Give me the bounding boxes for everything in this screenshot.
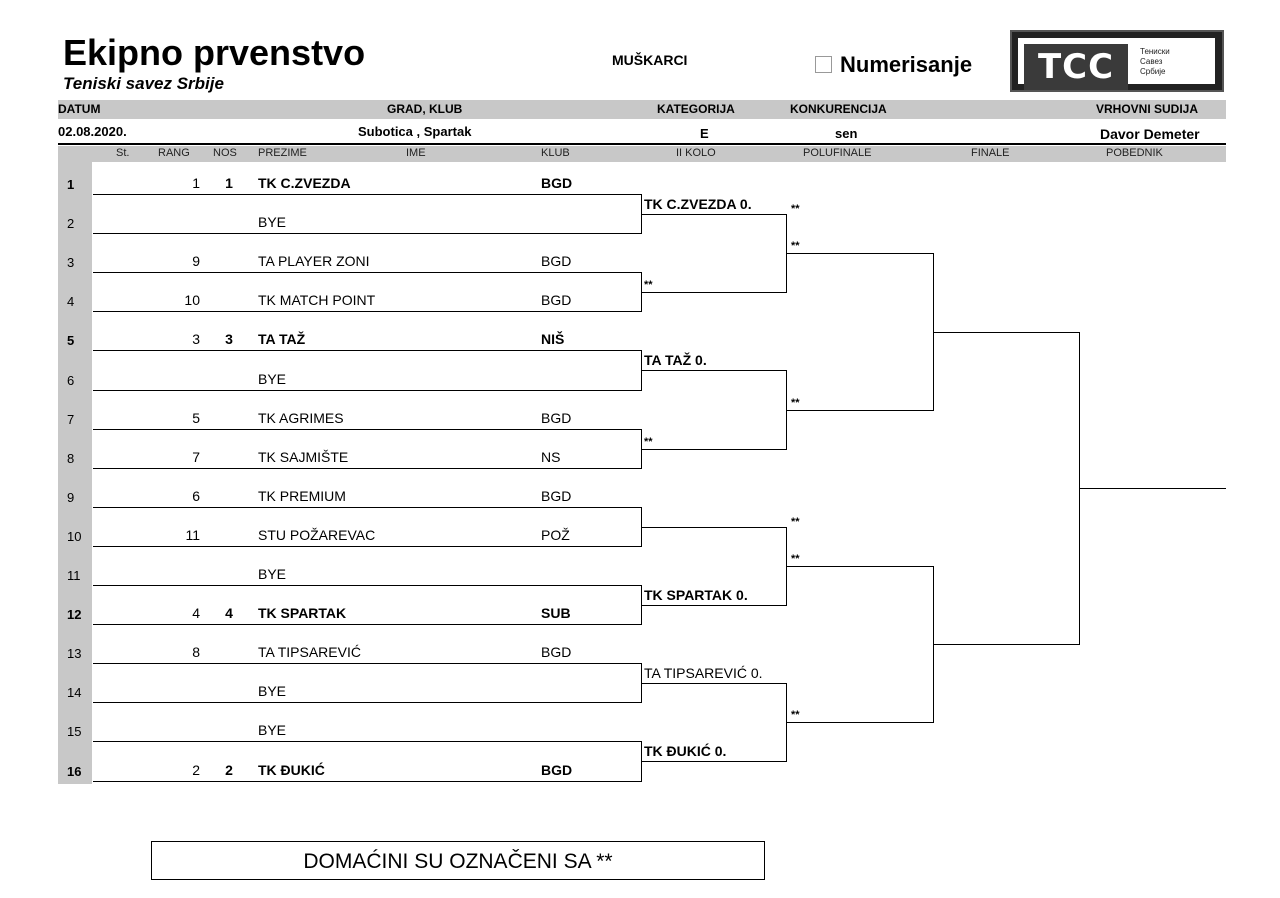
round2-host-mark: **: [644, 436, 653, 448]
row-number: 3: [67, 255, 75, 270]
entry-line: [93, 194, 641, 195]
entry-line: [93, 429, 641, 430]
entry-seed: 4: [225, 605, 233, 621]
entry-team-name: TK SPARTAK: [258, 605, 347, 621]
semifinal-host-mark: **: [791, 709, 800, 721]
row-number: 16: [67, 764, 82, 779]
round2-line: [641, 292, 786, 293]
datum-value: 02.08.2020.: [58, 124, 127, 139]
entry-team-name: BYE: [258, 722, 287, 738]
col-ime: IME: [406, 147, 426, 159]
semifinal-line: [786, 253, 933, 254]
round2-line: [641, 761, 786, 762]
entry-line: [93, 585, 641, 586]
round2-line: [641, 214, 786, 215]
numerisanje-label: Numerisanje: [840, 52, 973, 77]
entry-team-name: TK AGRIMES: [258, 410, 344, 426]
entry-rang: 9: [192, 253, 200, 269]
round2-winner: TA TIPSAREVIĆ 0.: [644, 665, 763, 681]
row-number: 9: [67, 490, 75, 505]
row-number: 1: [67, 177, 75, 192]
entry-rang: 7: [192, 449, 200, 465]
col-nos: NOS: [213, 147, 237, 159]
grad-value: Subotica , Spartak: [358, 124, 472, 139]
entry-rang: 8: [192, 644, 200, 660]
entry-line: [93, 741, 641, 742]
tss-logo: [1010, 30, 1224, 92]
entry-line: [93, 311, 641, 312]
numerisanje-checkbox[interactable]: [815, 56, 832, 73]
entry-club: BGD: [541, 410, 572, 426]
entry-club: SUB: [541, 605, 571, 621]
entry-rang: 11: [185, 527, 200, 543]
entry-rang: 2: [192, 762, 200, 778]
semifinal-host-mark: **: [791, 397, 800, 409]
round2-host-mark: **: [791, 516, 800, 528]
row-number: 11: [67, 568, 81, 583]
konkurencija-header: KONKURENCIJA: [790, 102, 887, 116]
semifinal-line: [786, 722, 933, 723]
entry-rang: 6: [192, 488, 200, 504]
entry-club: NIŠ: [541, 331, 565, 347]
page-subtitle: Teniski savez Srbije: [63, 74, 224, 93]
round2-line: [641, 370, 786, 371]
round2-winner: TK C.ZVEZDA 0.: [644, 196, 752, 212]
entry-line: [93, 233, 641, 234]
row-number: 8: [67, 451, 75, 466]
row-number: 6: [67, 373, 75, 388]
semifinal-line: [786, 566, 933, 567]
entry-team-name: TK C.ZVEZDA: [258, 175, 351, 191]
entry-club: BGD: [541, 488, 572, 504]
entry-team-name: BYE: [258, 566, 287, 582]
col-kolo2: II KOLO: [676, 147, 716, 159]
semifinal-line: [786, 410, 933, 411]
round2-line: [641, 605, 786, 606]
entry-club: NS: [541, 449, 561, 465]
entry-team-name: STU POŽAREVAC: [258, 527, 376, 543]
entry-club: BGD: [541, 175, 573, 191]
entry-line: [93, 702, 641, 703]
row-number: 4: [67, 294, 75, 309]
entry-line: [93, 663, 641, 664]
sudija-header: VRHOVNI SUDIJA: [1096, 102, 1199, 116]
entry-team-name: TK PREMIUM: [258, 488, 346, 504]
entry-line: [93, 272, 641, 273]
row-number: 15: [67, 724, 82, 739]
entry-team-name: BYE: [258, 214, 287, 230]
kategorija-header: KATEGORIJA: [657, 102, 735, 116]
entry-line: [93, 624, 641, 625]
row-number: 10: [67, 529, 82, 544]
round2-host-mark: **: [791, 203, 800, 215]
entry-team-name: TA PLAYER ZONI: [258, 253, 370, 269]
round2-line: [641, 449, 786, 450]
entry-seed: 2: [225, 762, 233, 778]
round2-line: [641, 683, 786, 684]
entry-team-name: BYE: [258, 371, 287, 387]
entry-rang: 1: [192, 175, 200, 191]
konkurencija-value: sen: [835, 126, 858, 141]
entry-team-name: TA TIPSAREVIĆ: [258, 644, 361, 660]
category-label: MUŠKARCI: [612, 52, 688, 68]
entry-club: BGD: [541, 762, 573, 778]
entry-rang: 3: [192, 331, 200, 347]
entry-rang: 4: [192, 605, 200, 621]
host-note: DOMAĆINI SU OZNAČENI SA **: [151, 841, 765, 880]
round2-winner: TK SPARTAK 0.: [644, 587, 748, 603]
entry-team-name: TK SAJMIŠTE: [258, 449, 349, 465]
kategorija-value: E: [700, 126, 709, 141]
entry-team-name: BYE: [258, 683, 287, 699]
col-st: St.: [116, 147, 130, 159]
info-divider: [58, 143, 1226, 145]
page-title: Ekipno prvenstvo: [63, 32, 366, 73]
sudija-value: Davor Demeter: [1100, 126, 1200, 142]
entry-line: [93, 390, 641, 391]
logo-mark: TCC: [1024, 44, 1128, 90]
logo-text: Тениски Савез Србије: [1140, 47, 1170, 76]
entry-rang: 10: [184, 292, 200, 308]
entry-team-name: TK ĐUKIĆ: [258, 762, 325, 778]
round2-winner: TK ĐUKIĆ 0.: [644, 743, 727, 759]
final-line: [933, 644, 1079, 645]
entry-line: [93, 546, 641, 547]
grad-header: GRAD, KLUB: [387, 102, 463, 116]
entry-line: [93, 468, 641, 469]
col-rang: RANG: [158, 147, 190, 159]
entry-club: POŽ: [541, 527, 570, 543]
col-polufinale: POLUFINALE: [803, 147, 872, 159]
numerisanje-toggle[interactable]: [815, 52, 972, 78]
entry-team-name: TK MATCH POINT: [258, 292, 376, 308]
row-number: 2: [67, 216, 75, 231]
winner-line: [1079, 488, 1226, 489]
col-prezime: PREZIME: [258, 147, 307, 159]
entry-club: BGD: [541, 292, 572, 308]
round2-line: [641, 527, 786, 528]
final-line: [933, 332, 1079, 333]
entry-line: [93, 350, 641, 351]
entry-line: [93, 781, 641, 782]
entry-line: [93, 507, 641, 508]
semifinal-host-mark: **: [791, 240, 800, 252]
entry-rang: 5: [192, 410, 200, 426]
row-number: 7: [67, 412, 75, 427]
entry-team-name: TA TAŽ: [258, 331, 306, 347]
info-header-bar: [58, 100, 1226, 119]
row-number: 5: [67, 333, 75, 348]
round2-host-mark: **: [644, 279, 653, 291]
col-klub: KLUB: [541, 147, 570, 159]
round2-winner: TA TAŽ 0.: [644, 352, 707, 368]
row-number: 13: [67, 646, 82, 661]
entry-seed: 1: [225, 175, 233, 191]
row-number: 14: [67, 685, 82, 700]
entry-seed: 3: [225, 331, 233, 347]
col-finale: FINALE: [971, 147, 1010, 159]
datum-header: DATUM: [58, 102, 101, 116]
col-pobednik: POBEDNIK: [1106, 147, 1163, 159]
semifinal-host-mark: **: [791, 553, 800, 565]
entry-club: BGD: [541, 253, 572, 269]
row-number: 12: [67, 607, 82, 622]
entry-club: BGD: [541, 644, 572, 660]
